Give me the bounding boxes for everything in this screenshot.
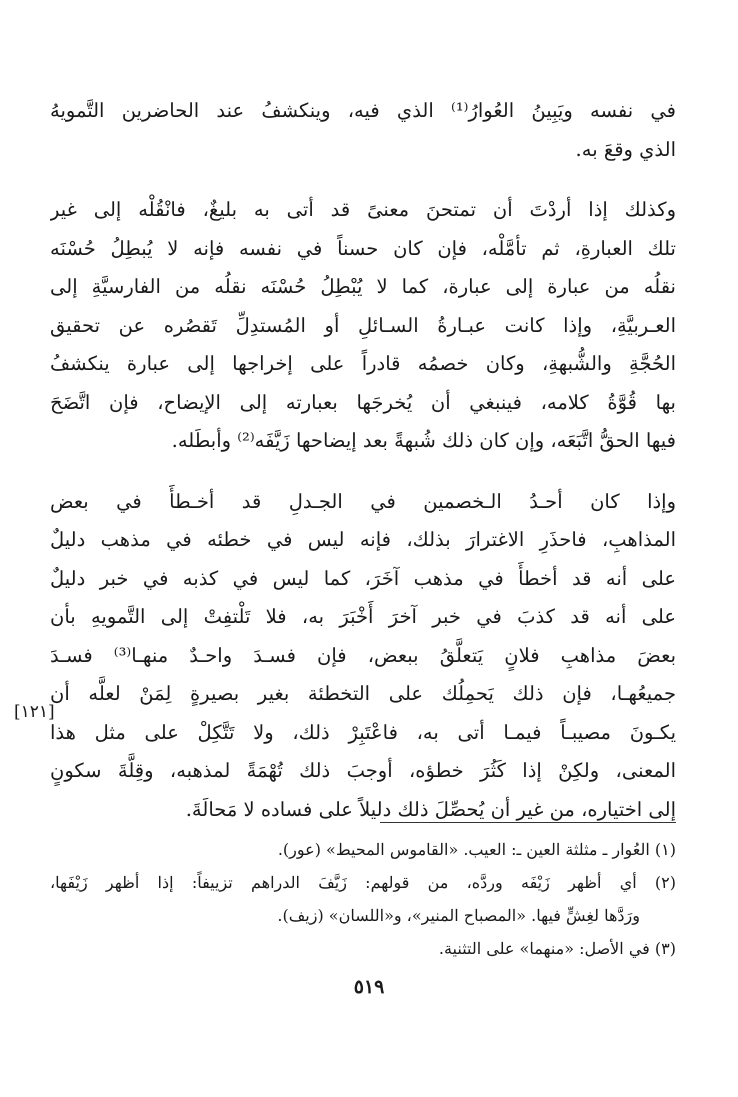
footnote-1: (١) العُوار ـ مثلثة العين ـ: العيب. «القاموس المحيط» (عور).	[277, 840, 676, 859]
text-line: العـربيَّةِ، وإذا كانت عبـارةُ السـائلِ أو المُستدِلِّ تَقصُره عن تحقيق	[50, 313, 676, 337]
footnote-separator	[380, 822, 676, 823]
text-line: الحُجَّةِ والشُّبهةِ، وكان خصمُه قادراً على إخراجها إلى عبارة ينكشفُ	[50, 352, 676, 375]
footnote-3: (٣) في الأصل: «منهما» على التثنية.	[438, 939, 676, 958]
text-line: وكذلك إذا أردْتَ أن تمتحنَ معنىً قد أتى به بليغٌ، فانْقُلْه إلى غير	[50, 198, 676, 221]
text-line: نقلُه من عبارة إلى عبارة، كما لا يُبْطِلُ حُسْنَه نقلُه من الفارسيَّةِ إلى	[50, 275, 676, 298]
text-line: في نفسه ويَبِينُ العُوارُ⁽¹⁾ الذي فيه، وينكشفُ عند الحاضرين التَّمويهُ	[50, 99, 676, 122]
main-text	[50, 92, 676, 829]
text-line: المذاهبِ، فاحذَرِ الاغترارَ بذلك، فإنه ليس في خطئه في مذهب دليلٌ	[50, 528, 676, 551]
text-line: جميعُهـا، فإن ذلك يَحمِلُك على التخطئة بغير بصيرةٍ لِمَنْ لعلَّه أن	[50, 682, 676, 705]
paragraph-gap	[50, 461, 676, 483]
footnote-2: (٢) أي أظهر زَيْفَه وردَّه، من قولهم: زَيَّفَ الدراهم تزييفاً: إذا أظهر زَيْفَها،	[50, 873, 676, 892]
text-line: المعنى، ولكِنْ إذا كَثُرَ خطؤه، أوجبَ ذلك تُهْمَةً لمذهبه، وقِلَّةَ سكونٍ	[50, 759, 676, 782]
text-line: تلك العبارةِ، ثم تأمَّلْه، فإن كان حسناً في نفسه فإنه لا يُبطِلُ حُسْنَه	[50, 236, 676, 260]
text-line: بعضَ مذاهبِ فلانٍ يَتعلَّقُ ببعض، فإن فسـدَ واحـدٌ منهـا⁽³⁾ فسـدَ	[50, 643, 676, 667]
footnote-2-continuation: ورَدَّها لغِشٍّ فيها. «المصباح المنير»، و«اللسان» (زيف).	[277, 906, 640, 925]
text-line: فيها الحقُّ اتَّبَعَه، وإن كان ذلك شُبهةً بعد إيضاحها زَيَّفَه⁽²⁾ وأبطَله.	[171, 429, 676, 452]
text-line: إلى اختياره، من غير أن يُحصِّلَ ذلك دليلاً على فساده لا مَحالَةَ.	[185, 797, 676, 821]
footnotes	[50, 833, 676, 965]
text-line: بها قُوَّةُ كلامه، فينبغي أن يُخرجَها بعبارته إلى الإيضاح، فإن اتَّضَحَ	[50, 390, 676, 414]
page-number: ٥١٩	[353, 976, 385, 998]
text-line: على أنه قد كذبَ في خبر آخرَ أَخْبَرَ به، فلا تَلْتفِتْ إلى التَّمويهِ بأن	[50, 605, 676, 628]
text-line: وإذا كان أحـدُ الـخصمين في الجـدلِ قد أخـطأَ في بعض	[50, 489, 676, 513]
paragraph-gap	[50, 169, 676, 191]
text-line: يكـونَ مصيبـاً فيمـا أتى به، فاعْتَبِرْ ذلك، ولا تَتَّكِلْ على مثل هذا	[50, 720, 676, 744]
text-line: الذي وقعَ به.	[575, 137, 676, 161]
text-line: على أنه قد أخطأَ في مذهب آخَرَ، كما ليس في كذبه في خبر دليلٌ	[50, 566, 676, 590]
margin-page-reference: [١٢١]	[14, 702, 55, 722]
